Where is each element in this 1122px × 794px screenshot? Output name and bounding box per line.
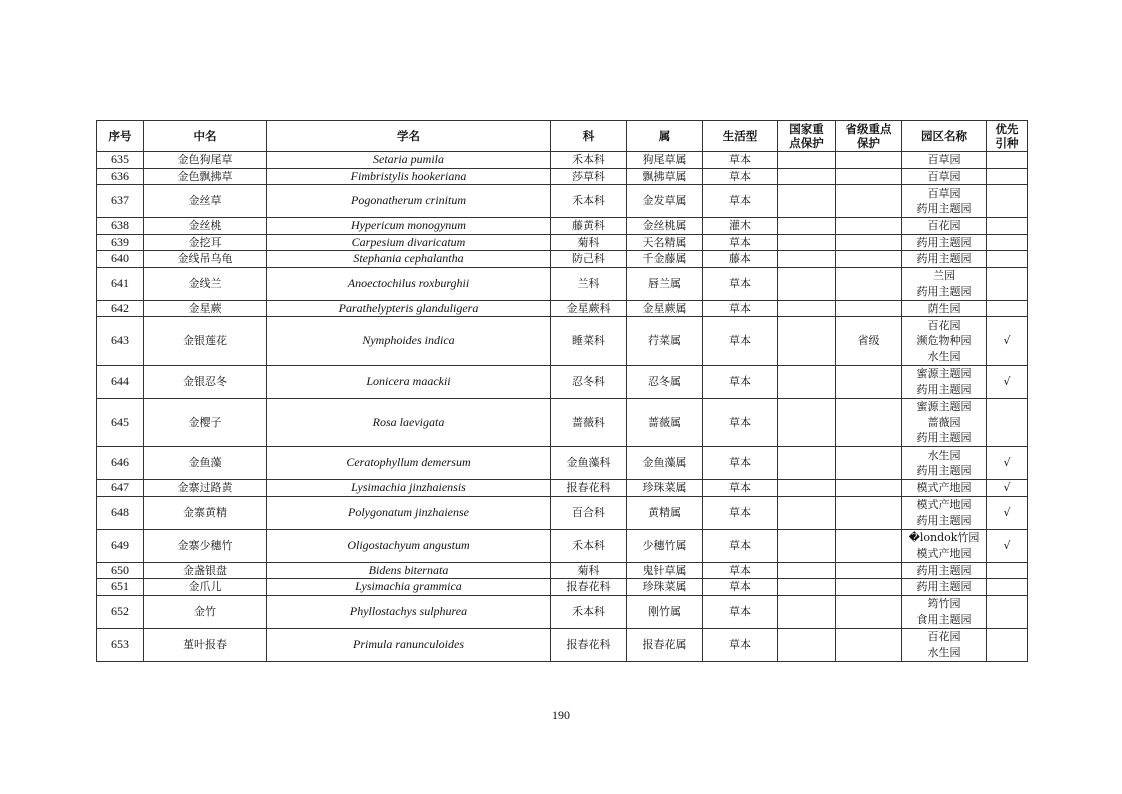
life-form-cell: 草本 [703,365,778,398]
serial-number-cell: 635 [97,152,144,169]
national-protection-cell [778,251,836,268]
garden-name-cell [902,398,987,447]
life-form-cell: 草本 [703,480,778,497]
life-form-cell: 草本 [703,300,778,317]
life-form-cell: 草本 [703,628,778,661]
garden-name-line: 药用主题园 [916,252,972,265]
life-form-cell: 草本 [703,529,778,562]
garden-name-line: 药用主题园 [916,202,972,215]
header-family: 科 [551,121,627,152]
family-cell: 金鱼藻科 [551,447,627,480]
garden-name-cell [902,317,987,366]
life-form-cell: 草本 [703,595,778,628]
garden-name-cell [902,365,987,398]
garden-name-line: 百草园 [927,153,961,166]
header-garden-name: 园区名称 [902,121,987,152]
chinese-name-cell: 金竹 [144,595,267,628]
header-chinese-name: 中名 [144,121,267,152]
priority-introduction-cell [987,300,1028,317]
family-cell: 金星蕨科 [551,300,627,317]
header-priority-introduction: 优先 引种 [987,121,1028,152]
provincial-protection-cell [836,529,902,562]
provincial-protection-cell [836,185,902,218]
national-protection-cell [778,152,836,169]
serial-number-cell: 640 [97,251,144,268]
table-row [97,628,1028,661]
national-protection-cell [778,579,836,596]
family-cell: 防己科 [551,251,627,268]
life-form-cell: 草本 [703,447,778,480]
provincial-protection-cell [836,300,902,317]
serial-number-cell: 649 [97,529,144,562]
genus-cell: 蔷薇属 [627,398,703,447]
header-serial-number: 序号 [97,121,144,152]
garden-name-line: 濒危物种园 [916,334,972,347]
family-cell: 报春花科 [551,628,627,661]
chinese-name-cell: 堇叶报春 [144,628,267,661]
provincial-protection-cell [836,398,902,447]
priority-introduction-cell [987,218,1028,235]
chinese-name-cell: 金爪儿 [144,579,267,596]
chinese-name-cell: 金寨过路黄 [144,480,267,497]
priority-introduction-cell [987,251,1028,268]
garden-name-cell [902,496,987,529]
family-cell: 忍冬科 [551,365,627,398]
priority-introduction-cell [987,185,1028,218]
garden-name-line: 药用主题园 [916,464,972,477]
genus-cell: 天名精属 [627,234,703,251]
genus-cell: 荇菜属 [627,317,703,366]
table-row [97,480,1028,497]
chinese-name-cell: 金色飘拂草 [144,168,267,185]
family-cell: 禾本科 [551,185,627,218]
priority-introduction-cell: √ [987,496,1028,529]
provincial-protection-cell [836,218,902,235]
serial-number-cell: 652 [97,595,144,628]
table-row [97,218,1028,235]
provincial-protection-cell [836,480,902,497]
chinese-name-cell: 金线吊乌龟 [144,251,267,268]
provincial-protection-cell [836,562,902,579]
table-body [97,152,1028,662]
priority-introduction-cell [987,595,1028,628]
serial-number-cell: 650 [97,562,144,579]
garden-name-line: 百草园 [927,186,961,200]
family-cell: 睡菜科 [551,317,627,366]
garden-name-line: 蜜源主题园 [916,400,972,413]
serial-number-cell: 639 [97,234,144,251]
table-row [97,168,1028,185]
serial-number-cell: 641 [97,267,144,300]
chinese-name-cell: 金挖耳 [144,234,267,251]
garden-name-line: 模式产地园 [916,481,972,494]
garden-name-line: 筠竹园 [927,597,961,610]
national-protection-cell [778,562,836,579]
priority-introduction-cell: √ [987,529,1028,562]
chinese-name-cell: 金寨少穗竹 [144,529,267,562]
provincial-protection-cell [836,579,902,596]
header-genus: 属 [627,121,703,152]
table-row [97,300,1028,317]
garden-name-cell [902,480,987,497]
priority-introduction-cell [987,562,1028,579]
life-form-cell: 草本 [703,317,778,366]
garden-name-line: 百花园 [927,219,961,232]
national-protection-cell [778,317,836,366]
priority-introduction-cell [987,152,1028,169]
family-cell: 菊科 [551,562,627,579]
garden-name-cell [902,251,987,268]
provincial-protection-cell [836,251,902,268]
table-row [97,529,1028,562]
table-row [97,152,1028,169]
garden-name-line: 药用主题园 [916,284,972,298]
garden-name-line: 百花园 [927,630,961,643]
chinese-name-cell: 金丝草 [144,185,267,218]
serial-number-cell: 653 [97,628,144,661]
life-form-cell: 草本 [703,496,778,529]
garden-name-cell [902,218,987,235]
provincial-protection-cell [836,234,902,251]
genus-cell: 唇兰属 [627,267,703,300]
priority-introduction-cell: √ [987,317,1028,366]
garden-name-line: 药用主题园 [916,580,972,593]
garden-name-line: 水生园 [927,349,961,363]
table-row [97,365,1028,398]
garden-name-line: 药用主题园 [916,382,972,396]
chinese-name-cell: 金鱼藻 [144,447,267,480]
chinese-name-cell: 金星蕨 [144,300,267,317]
priority-introduction-cell [987,628,1028,661]
table-header-row [97,121,1028,152]
genus-cell: 少穗竹属 [627,529,703,562]
garden-name-cell [902,185,987,218]
scientific-name-cell: Lysimachia grammica [267,579,551,596]
life-form-cell: 草本 [703,152,778,169]
national-protection-cell [778,628,836,661]
national-protection-cell [778,398,836,447]
life-form-cell: 草本 [703,398,778,447]
header-provincial-protection: 省级重点 保护 [836,121,902,152]
header-national-protection: 国家重 点保护 [778,121,836,152]
national-protection-cell [778,496,836,529]
scientific-name-cell: Lonicera maackii [267,365,551,398]
life-form-cell: 草本 [703,562,778,579]
family-cell: 莎草科 [551,168,627,185]
chinese-name-cell: 金线兰 [144,267,267,300]
garden-name-line: 蔷薇园 [927,415,961,429]
priority-introduction-cell [987,579,1028,596]
priority-introduction-cell [987,234,1028,251]
scientific-name-cell: Lysimachia jinzhaiensis [267,480,551,497]
serial-number-cell: 651 [97,579,144,596]
table-row [97,251,1028,268]
garden-name-line: �londok竹园 [908,531,980,544]
serial-number-cell: 636 [97,168,144,185]
chinese-name-cell: 金色狗尾草 [144,152,267,169]
national-protection-cell [778,365,836,398]
family-cell: 报春花科 [551,579,627,596]
garden-name-line: 食用主题园 [916,612,972,626]
national-protection-cell [778,595,836,628]
serial-number-cell: 644 [97,365,144,398]
garden-name-cell [902,595,987,628]
table-row [97,267,1028,300]
genus-cell: 鬼针草属 [627,562,703,579]
chinese-name-cell: 金寨黄精 [144,496,267,529]
scientific-name-cell: Primula ranunculoides [267,628,551,661]
serial-number-cell: 648 [97,496,144,529]
plant-list-table [96,120,1028,662]
scientific-name-cell: Fimbristylis hookeriana [267,168,551,185]
scientific-name-cell: Ceratophyllum demersum [267,447,551,480]
provincial-protection-cell: 省级 [836,317,902,366]
national-protection-cell [778,185,836,218]
national-protection-cell [778,234,836,251]
family-cell: 禾本科 [551,152,627,169]
header-life-form: 生活型 [703,121,778,152]
family-cell: 报春花科 [551,480,627,497]
national-protection-cell [778,267,836,300]
scientific-name-cell: Anoectochilus roxburghii [267,267,551,300]
serial-number-cell: 637 [97,185,144,218]
garden-name-line: 药用主题园 [916,235,972,249]
chinese-name-cell: 金银莲花 [144,317,267,366]
scientific-name-cell: Nymphoides indica [267,317,551,366]
national-protection-cell [778,480,836,497]
table-row [97,185,1028,218]
provincial-protection-cell [836,267,902,300]
priority-introduction-cell: √ [987,480,1028,497]
garden-name-cell [902,447,987,480]
life-form-cell: 草本 [703,267,778,300]
scientific-name-cell: Oligostachyum angustum [267,529,551,562]
chinese-name-cell: 金丝桃 [144,218,267,235]
life-form-cell: 草本 [703,579,778,596]
genus-cell: 金星蕨属 [627,300,703,317]
life-form-cell: 草本 [703,185,778,218]
genus-cell: 金发草属 [627,185,703,218]
garden-name-line: 兰园 [933,269,955,282]
priority-introduction-cell [987,398,1028,447]
life-form-cell: 灌木 [703,218,778,235]
family-cell: 禾本科 [551,595,627,628]
genus-cell: 珍珠菜属 [627,480,703,497]
family-cell: 百合科 [551,496,627,529]
genus-cell: 刚竹属 [627,595,703,628]
national-protection-cell [778,168,836,185]
provincial-protection-cell [836,628,902,661]
genus-cell: 珍珠菜属 [627,579,703,596]
life-form-cell: 草本 [703,168,778,185]
provincial-protection-cell [836,152,902,169]
provincial-protection-cell [836,168,902,185]
table-row [97,579,1028,596]
scientific-name-cell: Stephania cephalantha [267,251,551,268]
family-cell: 蔷薇科 [551,398,627,447]
table-row [97,317,1028,366]
garden-name-cell [902,628,987,661]
garden-name-cell [902,579,987,596]
family-cell: 兰科 [551,267,627,300]
garden-name-line: 药用主题园 [916,513,972,527]
serial-number-cell: 645 [97,398,144,447]
life-form-cell: 草本 [703,234,778,251]
priority-introduction-cell [987,267,1028,300]
family-cell: 藤黄科 [551,218,627,235]
provincial-protection-cell [836,447,902,480]
scientific-name-cell: Phyllostachys sulphurea [267,595,551,628]
garden-name-cell [902,529,987,562]
garden-name-line: 药用主题园 [916,563,972,577]
table-row [97,398,1028,447]
garden-name-line: 模式产地园 [916,546,972,560]
priority-introduction-cell [987,168,1028,185]
genus-cell: 金鱼藻属 [627,447,703,480]
provincial-protection-cell [836,365,902,398]
chinese-name-cell: 金樱子 [144,398,267,447]
chinese-name-cell: 金银忍冬 [144,365,267,398]
header-scientific-name: 学名 [267,121,551,152]
provincial-protection-cell [836,595,902,628]
scientific-name-cell: Parathelypteris glanduligera [267,300,551,317]
scientific-name-cell: Hypericum monogynum [267,218,551,235]
scientific-name-cell: Bidens biternata [267,562,551,579]
garden-name-line: 药用主题园 [916,431,972,444]
garden-name-cell [902,300,987,317]
page-number: 190 [552,708,570,722]
life-form-cell: 藤本 [703,251,778,268]
table-row [97,234,1028,251]
table-row [97,496,1028,529]
garden-name-cell [902,168,987,185]
garden-name-line: 蜜源主题园 [916,367,972,380]
priority-introduction-cell: √ [987,447,1028,480]
garden-name-line: 水生园 [927,645,961,659]
garden-name-line: 百花园 [927,318,961,332]
family-cell: 禾本科 [551,529,627,562]
serial-number-cell: 642 [97,300,144,317]
genus-cell: 金丝桃属 [627,218,703,235]
genus-cell: 报春花属 [627,628,703,661]
genus-cell: 千金藤属 [627,251,703,268]
genus-cell: 飘拂草属 [627,168,703,185]
garden-name-cell [902,562,987,579]
garden-name-line: 荫生园 [927,301,961,315]
garden-name-cell [902,152,987,169]
table-row [97,595,1028,628]
garden-name-line: 水生园 [927,448,961,462]
scientific-name-cell: Setaria pumila [267,152,551,169]
table-row [97,562,1028,579]
national-protection-cell [778,300,836,317]
genus-cell: 狗尾草属 [627,152,703,169]
serial-number-cell: 647 [97,480,144,497]
genus-cell: 黄精属 [627,496,703,529]
garden-name-line: 百草园 [927,169,961,183]
scientific-name-cell: Rosa laevigata [267,398,551,447]
provincial-protection-cell [836,496,902,529]
genus-cell: 忍冬属 [627,365,703,398]
scientific-name-cell: Carpesium divaricatum [267,234,551,251]
family-cell: 菊科 [551,234,627,251]
national-protection-cell [778,218,836,235]
table-row [97,447,1028,480]
serial-number-cell: 646 [97,447,144,480]
national-protection-cell [778,529,836,562]
garden-name-cell [902,234,987,251]
scientific-name-cell: Pogonatherum crinitum [267,185,551,218]
garden-name-cell [902,267,987,300]
serial-number-cell: 638 [97,218,144,235]
national-protection-cell [778,447,836,480]
scientific-name-cell: Polygonatum jinzhaiense [267,496,551,529]
garden-name-line: 模式产地园 [916,498,972,511]
chinese-name-cell: 金盏银盘 [144,562,267,579]
priority-introduction-cell: √ [987,365,1028,398]
serial-number-cell: 643 [97,317,144,366]
